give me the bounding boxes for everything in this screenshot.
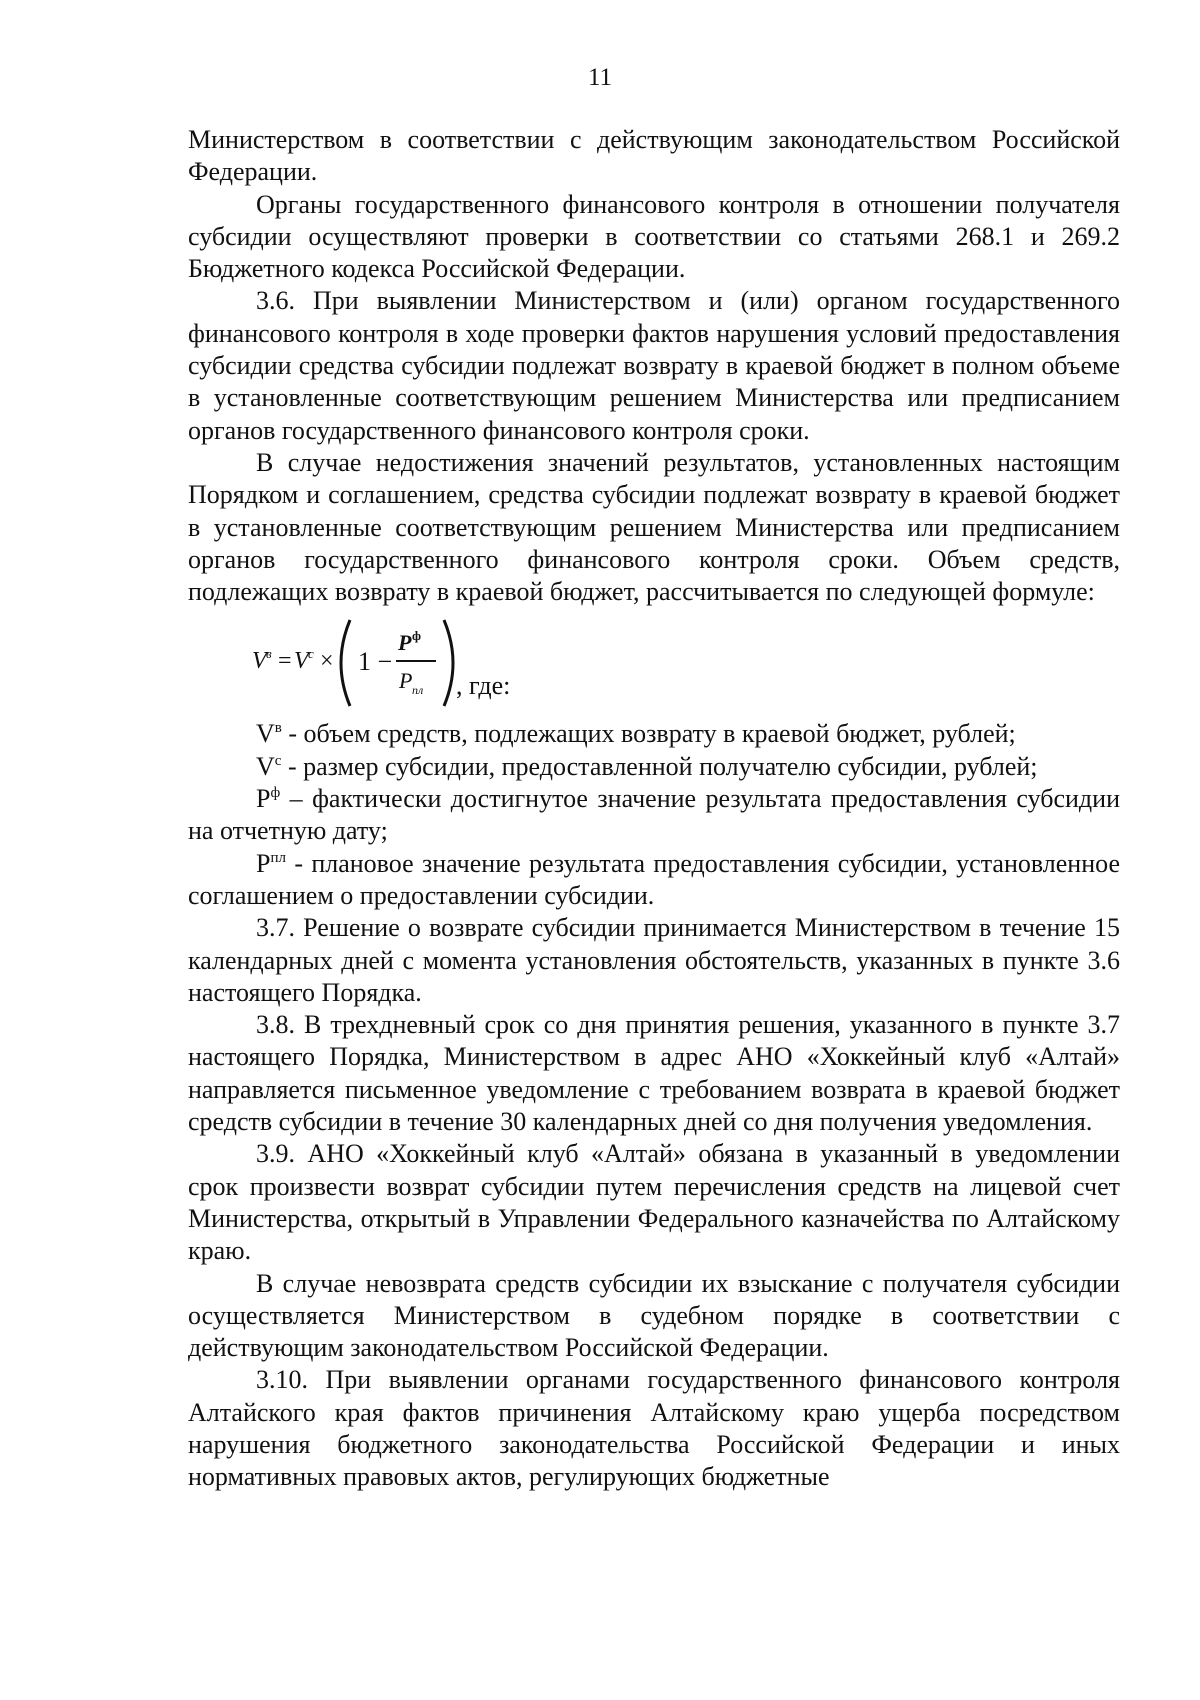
paragraph: 3.6. При выявлении Министерством и (или) органом государственного финансового контроля в ходе проверки фактов нарушения условий предоставления субсидии средства субсидии подлежат возврату в краевой бюджет в полном объеме в установленные соответствующим решением Министерства или предписанием органов государственного финансового контроля сроки. (188, 286, 1120, 445)
paragraph: 3.7. Решение о возврате субсидии принимается Министерством в течение 15 календарных дней с момента установления обстоятельств, указанных в пункте 3.6 настоящего Порядка. (188, 913, 1120, 1007)
formula-definitions (188, 718, 1120, 912)
formula-numerator-sup: ф (412, 628, 421, 644)
paragraph: В случае невозврата средств субсидии их взыскание с получателя субсидии осуществляется Министерством в судебном порядке в соответствии с действующим законодательством Российской Федерации. (188, 1268, 1120, 1363)
formula-block (188, 608, 1120, 718)
definition-text: - размер субсидии, предоставленной получателю субсидии, рублей; (281, 751, 1038, 781)
formula-definition (188, 718, 1120, 750)
definition-text: - плановое значение результата предоставления субсидии, установленное соглашением о предоставлении субсидии. (188, 848, 1120, 910)
formula-right-paren (444, 620, 453, 706)
formula-rhs: V (294, 648, 309, 675)
paragraphs-before (188, 124, 1120, 608)
formula-numerator: P (398, 630, 412, 656)
page-number: 11 (587, 64, 613, 91)
formula-definition (188, 783, 1120, 848)
refund-formula (248, 608, 468, 718)
paragraph: Органы государственного финансового контроля в отношении получателя субсидии осуществляют проверки в соответствии со статьями 268.1 и 269.2 Бюджетного кодекса Российской Федерации. (188, 189, 1120, 284)
formula-rhs-sup: с (308, 646, 314, 662)
paragraph: 3.10. При выявлении органами государственного финансового контроля Алтайского края фактов причинения Алтайскому краю ущерба посредством нарушения бюджетного законодательства Российской Федерации и иных нормативных правовых актов, регулирующих бюджетные (188, 1365, 1120, 1492)
formula-denominator-sub: пл (412, 683, 424, 698)
definition-symbol-sup: в (274, 720, 282, 737)
formula-eq: = (278, 648, 292, 675)
formula-denominator: P (399, 668, 413, 694)
formula-times: × (320, 648, 334, 675)
definition-symbol-sup: с (274, 752, 282, 769)
definition-symbol: V (256, 751, 275, 781)
paragraphs-after (188, 912, 1120, 1493)
paragraph: 3.9. АНО «Хоккейный клуб «Алтай» обязана в указанный в уведомлении срок произвести возврат субсидии путем перечисления средств на лицевой счет Министерства, открытый в Управлении Федерального казначейства по Алтайскому краю. (188, 1139, 1120, 1266)
definition-symbol: P (256, 848, 271, 878)
formula-definition (188, 848, 1120, 913)
definition-symbol: P (256, 784, 271, 814)
definition-symbol-sup: пл (270, 849, 286, 866)
formula-lhs-sup: в (266, 646, 272, 662)
paragraph: 3.8. В трехдневный срок со дня принятия решения, указанного в пункте 3.7 настоящего Порядка, Министерством в адрес АНО «Хоккейный клуб «Алтай» направляется письменное уведомление с требованием возврата в краевой бюджет средств субсидии в течение 30 календарных дней со дня получения уведомления. (188, 1010, 1120, 1137)
paragraph: В случае недостижения значений результатов, установленных настоящим Порядком и соглашением, средства субсидии подлежат возврату в краевой бюджет в установленные соответствующим решением Министерства или предписанием органов государственного финансового контроля сроки. Объем средств, подлежащих возврату в краевой бюджет, рассчитывается по следующей формуле: (188, 447, 1120, 607)
formula-left-paren (341, 620, 350, 706)
definition-text: - объем средств, подлежащих возврату в краевой бюджет, рублей; (281, 719, 1016, 749)
formula-one-minus: 1 − (358, 647, 393, 677)
paragraph: Министерством в соответствии с действующим законодательством Российской Федерации. (188, 125, 1120, 187)
definition-text: – фактически достигнутое значение результата предоставления субсидии на отчетную дату; (188, 784, 1120, 846)
formula-lhs: V (252, 648, 267, 675)
formula-definition (188, 751, 1120, 783)
definition-symbol-sup: ф (270, 785, 281, 802)
formula-where: , где: (456, 671, 511, 701)
document-body (188, 124, 1120, 1494)
definition-symbol: V (256, 719, 275, 749)
